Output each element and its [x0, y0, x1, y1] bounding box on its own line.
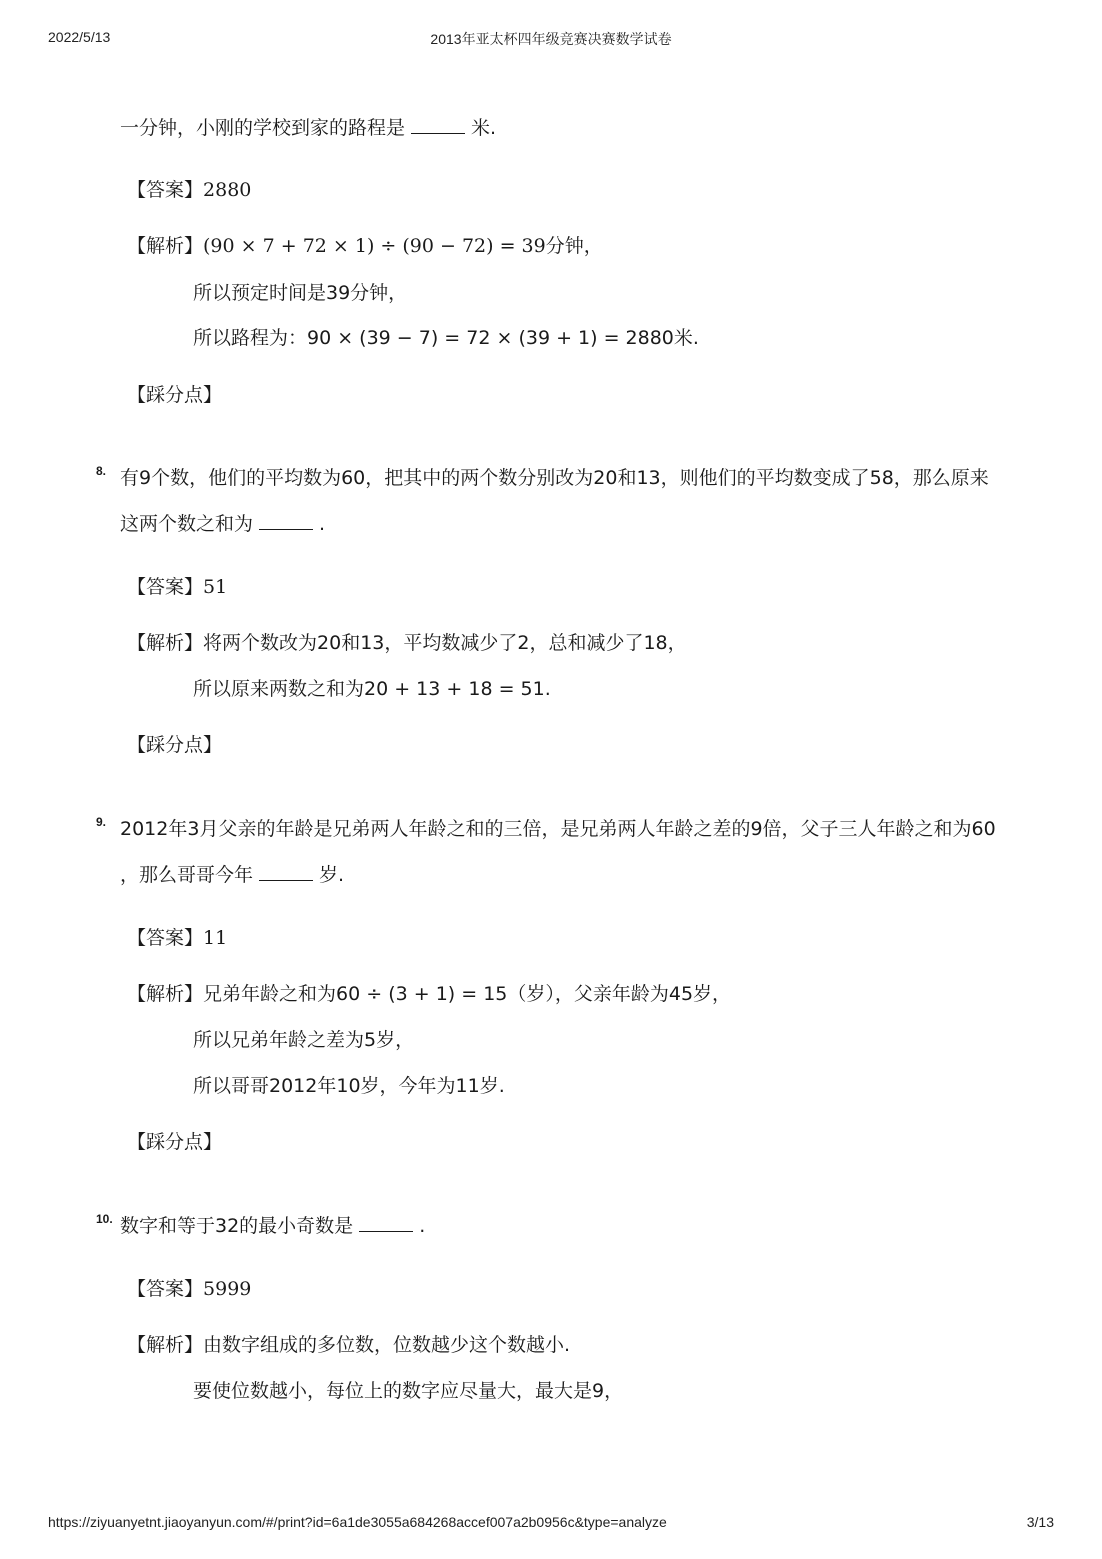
- q9-text-before: ，那么哥哥今年: [120, 864, 254, 886]
- q10-text-before: 数字和等于32的最小奇数是: [120, 1215, 354, 1237]
- q7-answer-value: 2880: [203, 179, 252, 201]
- q9-text-after: 岁.: [319, 864, 345, 886]
- analysis-label: 【解析】: [127, 235, 204, 257]
- q10-analysis-row: [127, 1333, 570, 1357]
- q9-analysis-line-1: 兄弟年龄之和为60 ÷ (3 + 1) = 15（岁），父亲年龄为45岁，: [203, 983, 732, 1005]
- q7-scoring-points-label: 【踩分点】: [127, 384, 223, 406]
- q8-answer-blank: [259, 513, 313, 530]
- analysis-label: 【解析】: [127, 1334, 204, 1356]
- q9-analysis-line-3: 所以哥哥2012年10岁，今年为11岁.: [193, 1075, 505, 1097]
- q8-analysis-line-2: 所以原来两数之和为20 + 13 + 18 = 51.: [193, 678, 551, 700]
- q9-analysis-line-2: 所以兄弟年龄之差为5岁，: [193, 1029, 415, 1051]
- q8-text-after: .: [319, 513, 326, 535]
- answer-label: 【答案】: [127, 927, 204, 949]
- q7-text-before: 一分钟，小刚的学校到家的路程是: [120, 117, 406, 139]
- analysis-label: 【解析】: [127, 983, 204, 1005]
- answer-label: 【答案】: [127, 576, 204, 598]
- q10-question-line-1: [120, 1214, 425, 1238]
- q7-analysis-line-1: (90 × 7 + 72 × 1) ÷ (90 − 72) = 39分钟，: [203, 235, 603, 257]
- document-title: 2013年亚太杯四年级竞赛决赛数学试卷: [430, 31, 672, 47]
- q8-analysis-line-1: 将两个数改为20和13，平均数减少了2，总和减少了18，: [203, 632, 687, 654]
- q7-answer-row: [127, 178, 251, 202]
- q8-answer-row: [127, 575, 227, 599]
- q10-text-after: .: [419, 1215, 426, 1237]
- page-url: https://ziyuanyetnt.jiaoyanyun.com/#/print?id=6a1de3055a684268accef007a2b0956c&type=analyze: [48, 1514, 667, 1530]
- q9-question-line-2: [120, 863, 344, 887]
- q8-analysis-row: [127, 631, 687, 655]
- q7-answer-blank: [411, 117, 465, 134]
- q9-answer-row: [127, 926, 227, 950]
- q10-answer-value: 5999: [203, 1278, 252, 1300]
- q7-analysis-line-3: 所以路程为：90 × (39 − 7) = 72 × (39 + 1) = 2880米.: [193, 327, 699, 349]
- q7-analysis-row: [127, 234, 603, 258]
- answer-label: 【答案】: [127, 1278, 204, 1300]
- q8-answer-value: 51: [203, 576, 228, 598]
- q10-analysis-line-2: 要使位数越小，每位上的数字应尽量大，最大是9，: [193, 1380, 624, 1402]
- q9-number: 9.: [96, 815, 107, 829]
- q10-number: 10.: [96, 1212, 113, 1226]
- q10-analysis-line-1: 由数字组成的多位数，位数越少这个数越小.: [203, 1334, 571, 1356]
- q9-scoring-points-label: 【踩分点】: [127, 1131, 223, 1153]
- q7-question-tail: [120, 116, 496, 140]
- q8-question-line-1: 有9个数，他们的平均数为60，把其中的两个数分别改为20和13，则他们的平均数变成了58，那么原来: [120, 467, 989, 489]
- analysis-label: 【解析】: [127, 632, 204, 654]
- q7-analysis-line-2: 所以预定时间是39分钟，: [193, 282, 408, 304]
- q8-text-before: 这两个数之和为: [120, 513, 254, 535]
- q9-question-line-1: 2012年3月父亲的年龄是兄弟两人年龄之和的三倍，是兄弟两人年龄之差的9倍，父子三人年龄之和为60: [120, 818, 996, 840]
- q7-text-after: 米.: [471, 117, 497, 139]
- q8-question-line-2: [120, 512, 325, 536]
- q10-answer-blank: [359, 1215, 413, 1232]
- q9-analysis-row: [127, 982, 731, 1006]
- q8-scoring-points-label: 【踩分点】: [127, 734, 223, 756]
- page-number: 3/13: [1026, 1514, 1054, 1530]
- q9-answer-blank: [259, 864, 313, 881]
- q9-answer-value: 11: [203, 927, 228, 949]
- q10-answer-row: [127, 1277, 251, 1301]
- print-date: 2022/5/13: [48, 29, 111, 45]
- answer-label: 【答案】: [127, 179, 204, 201]
- q8-number: 8.: [96, 464, 107, 478]
